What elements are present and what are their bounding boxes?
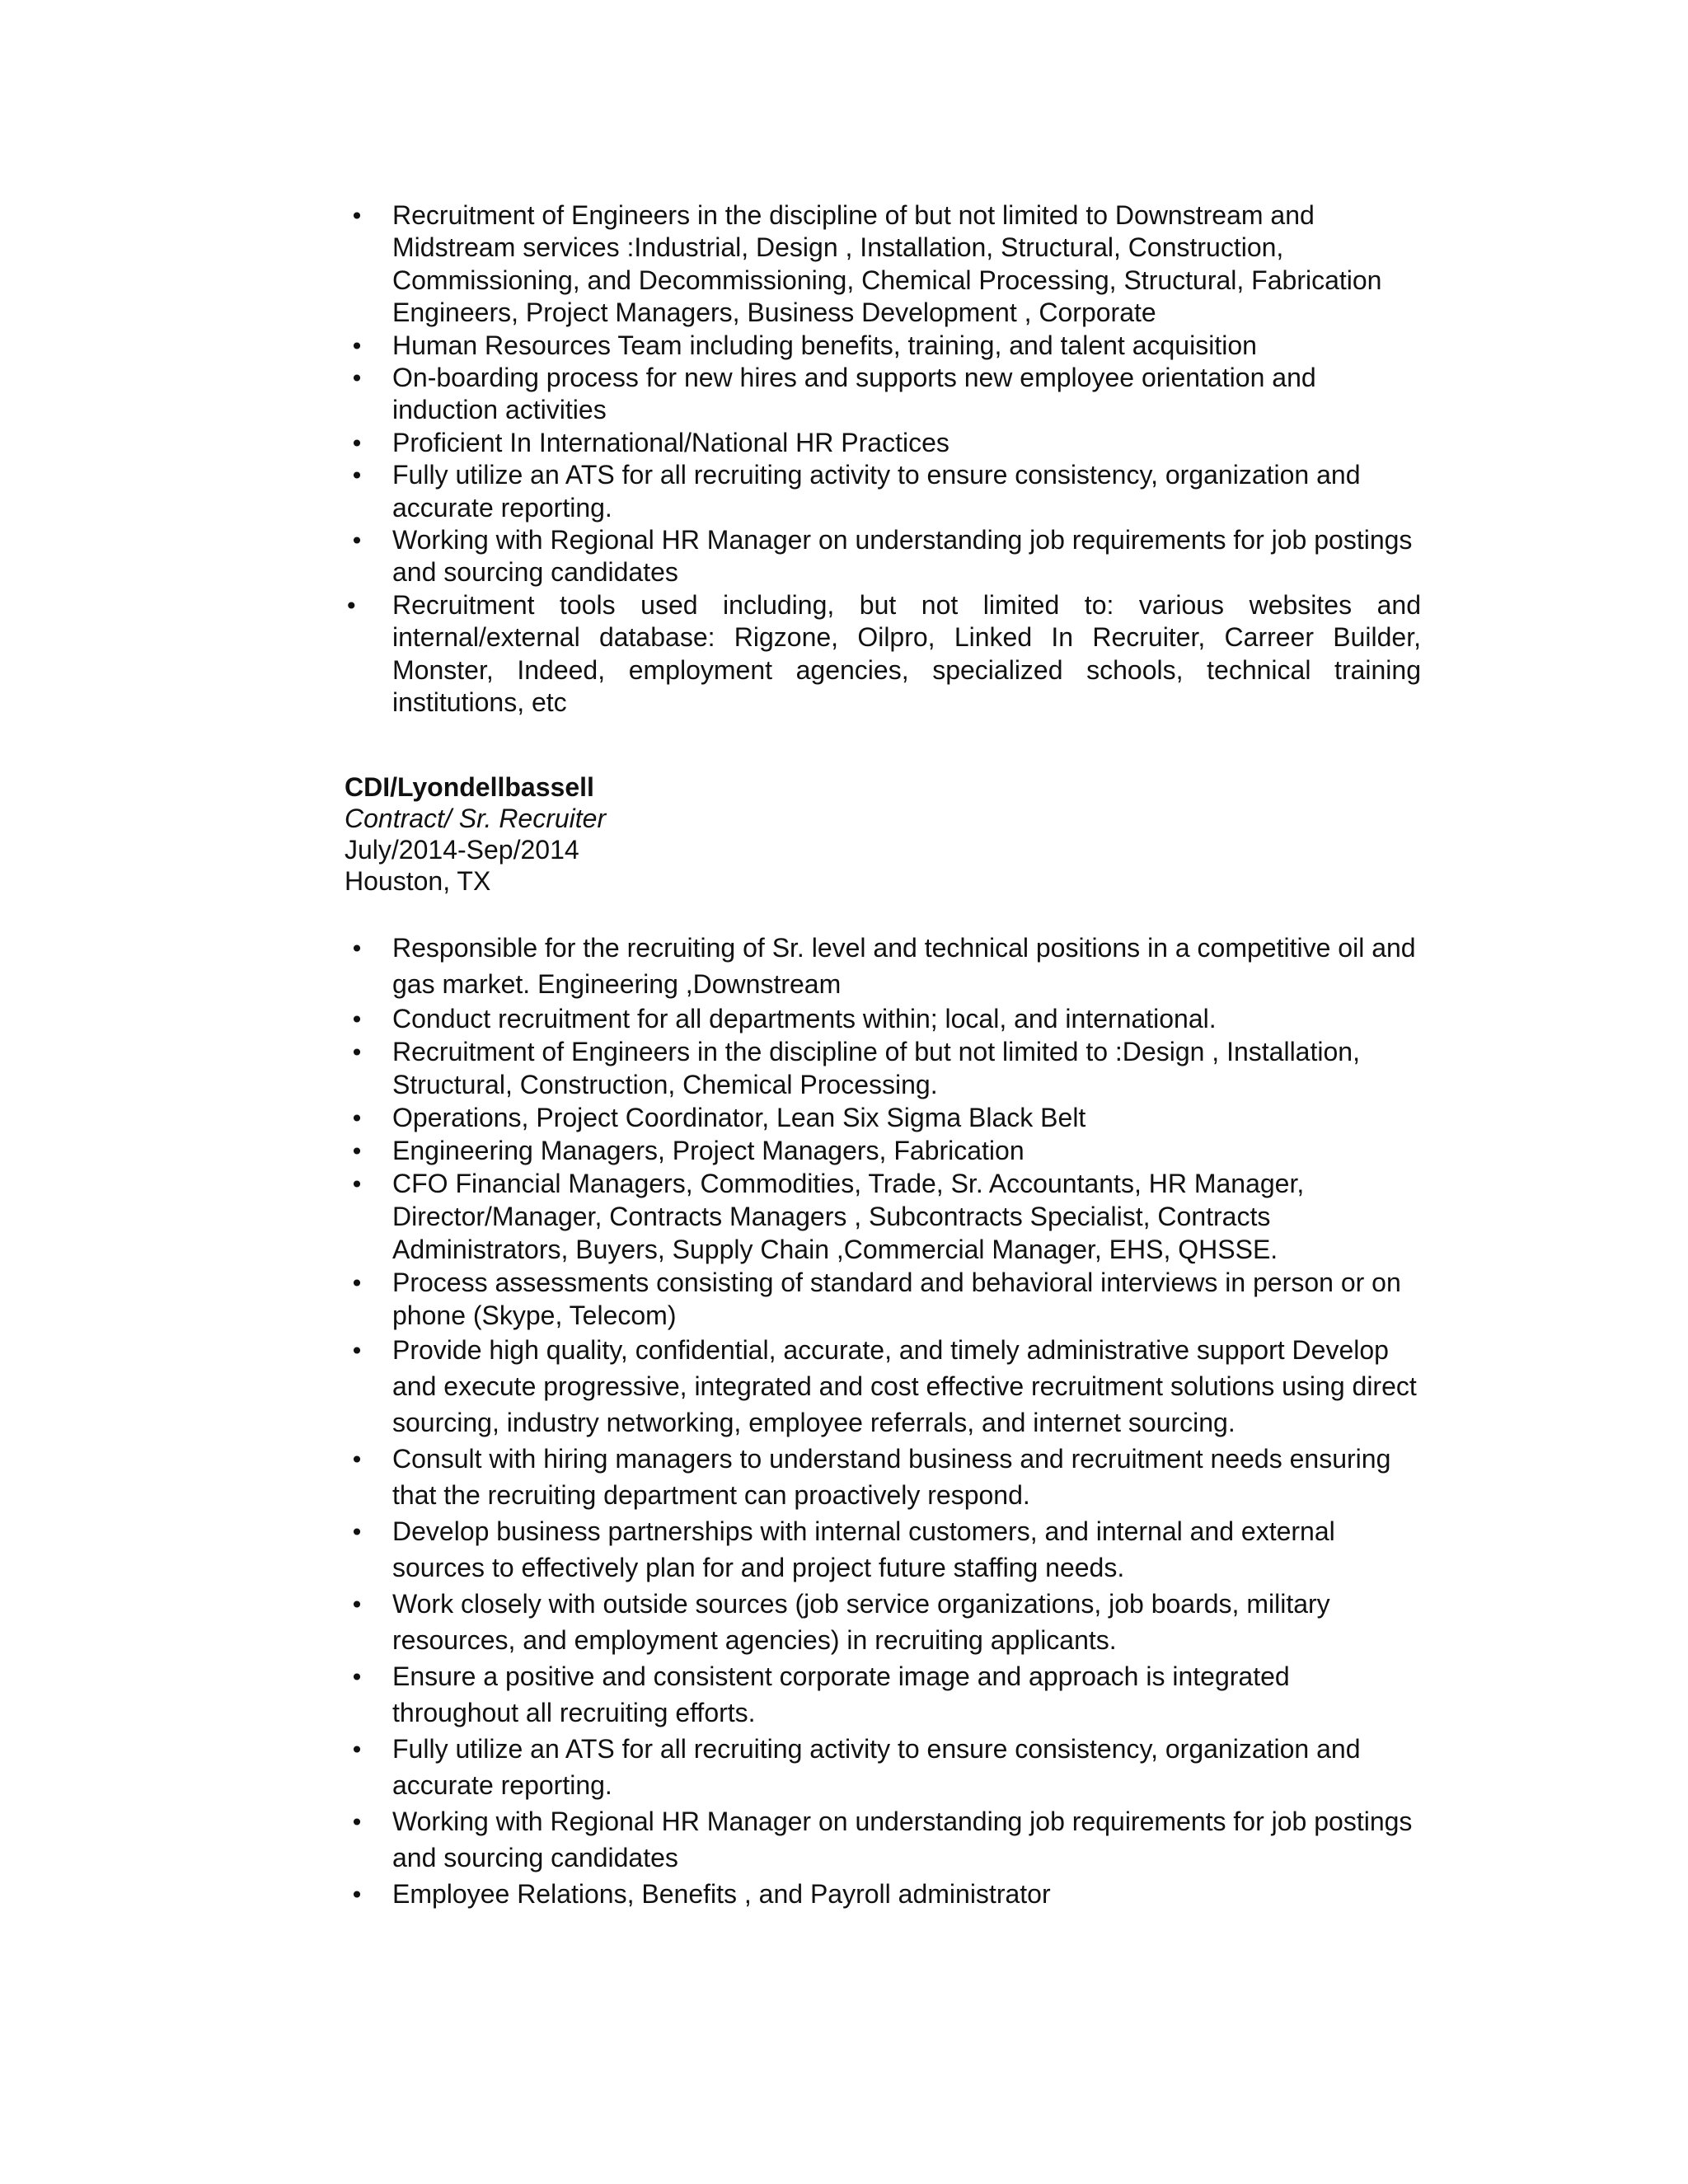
list-item-text: Fully utilize an ATS for all recruiting activity to ensure consistency, organization and accurate reporting. [392,460,1361,523]
responsibilities-list [345,930,1421,1912]
bullet-icon [345,1332,369,1370]
bullet-icon [345,1035,369,1070]
bullet-icon [345,1002,369,1037]
list-item-text: Consult with hiring managers to understand business and recruitment needs ensuring that the recruiting department can proactively respond. [392,1444,1391,1510]
list-item [345,1876,1421,1912]
bullet-icon [345,459,369,492]
list-item-text: Working with Regional HR Manager on understanding job requirements for job postings and sourcing candidates [392,525,1413,588]
list-item-text: On-boarding process for new hires and supports new employee orientation and induction activities [392,363,1316,425]
job-location: Houston, TX [345,866,491,896]
job-header [345,771,606,897]
bullet-icon [345,1134,369,1169]
bullet-icon [345,199,369,232]
list-item-text: Recruitment of Engineers in the discipline of but not limited to Downstream and Midstream services :Industrial, Design , Installation, Structural, Construction, Commissioning, and Decommissioning, Chemical Processing, Structural, Fabrication Engineers, Project Managers, Business Development , Corporate [392,200,1382,328]
list-item-text: Responsible for the recruiting of Sr. level and technical positions in a competitive oil and gas market. Engineering ,Downstream [392,933,1416,999]
bullet-icon [345,427,369,460]
bullet-icon [345,1658,369,1696]
bullet-icon [345,1803,369,1841]
bullet-icon [345,1167,369,1202]
list-item-text: Employee Relations, Benefits , and Payroll administrator [392,1879,1051,1909]
job-title: Contract/ Sr. Recruiter [345,804,607,833]
responsibilities-list-previous [345,199,1421,719]
bullet-icon [345,1876,369,1914]
list-item [345,1002,1421,1035]
list-item-text: Process assessments consisting of standard and behavioral interviews in person or on phone (Skype, Telecom) [392,1268,1401,1330]
list-item-text: Human Resources Team including benefits, training, and talent acquisition [392,330,1257,360]
bullet-icon [345,930,369,968]
list-item-text: Recruitment tools used including, but not limited to: various websites and internal/external database: Rigzone, Oilpro, Linked In Recruiter, Carreer Builder, Monster, Indeed, employment agencies, specialized schools, technical training institutions, etc [392,589,1421,718]
list-item-text: CFO Financial Managers, Commodities, Trade, Sr. Accountants, HR Manager, Director/Manager, Contracts Managers , Subcontracts Specialist, Contracts Administrators, Buyers, Supply Chain ,Commercial Manager, EHS, QHSSE. [392,1169,1305,1264]
list-item [345,330,1421,362]
list-item [345,1266,1421,1332]
list-item [345,1441,1421,1513]
list-item-text: Recruitment of Engineers in the discipline of but not limited to :Design , Installation, Structural, Construction, Chemical Processing. [392,1037,1360,1099]
company-name: CDI/Lyondellbassell [345,772,594,802]
bullet-icon [345,1441,369,1479]
bullet-icon [345,1731,369,1769]
list-item [345,1332,1421,1441]
job-dates: July/2014-Sep/2014 [345,835,579,865]
list-item [345,1035,1421,1101]
list-item-text: Fully utilize an ATS for all recruiting activity to ensure consistency, organization and accurate reporting. [392,1734,1361,1800]
bullet-icon [345,362,369,395]
list-item [345,362,1421,427]
list-item [345,199,1421,330]
list-item-text: Working with Regional HR Manager on understanding job requirements for job postings and sourcing candidates [392,1807,1413,1872]
list-item [345,1731,1421,1803]
list-item [345,1658,1421,1731]
list-item-text: Develop business partnerships with internal customers, and internal and external sources to effectively plan for and project future staffing needs. [392,1516,1335,1582]
bullet-icon [345,1101,369,1136]
list-item-text: Ensure a positive and consistent corporate image and approach is integrated throughout all recruiting efforts. [392,1661,1290,1727]
bullet-icon [345,589,369,622]
list-item-text: Work closely with outside sources (job service organizations, job boards, military resources, and employment agencies) in recruiting applicants. [392,1589,1330,1655]
list-item [345,1101,1421,1134]
list-item [345,459,1421,524]
list-item [345,1167,1421,1266]
list-item-text: Operations, Project Coordinator, Lean Six Sigma Black Belt [392,1103,1086,1132]
list-item [345,1586,1421,1658]
list-item-text: Engineering Managers, Project Managers, Fabrication [392,1136,1025,1165]
list-item [345,1803,1421,1876]
list-item [345,524,1421,589]
bullet-icon [345,330,369,363]
list-item-text: Proficient In International/National HR Practices [392,427,950,457]
bullet-icon [345,1266,369,1301]
list-item [345,1513,1421,1586]
bullet-icon [345,1513,369,1551]
bullet-icon [345,1586,369,1624]
list-item-text: Conduct recruitment for all departments within; local, and international. [392,1004,1217,1033]
list-item [345,589,1421,719]
list-item [345,427,1421,459]
list-item [345,1134,1421,1167]
list-item-text: Provide high quality, confidential, accurate, and timely administrative support Develop and execute progressive, integrated and cost effective recruitment solutions using direct sourcing, industry networking, employee referrals, and internet sourcing. [392,1335,1417,1437]
list-item [345,930,1421,1002]
bullet-icon [345,524,369,557]
